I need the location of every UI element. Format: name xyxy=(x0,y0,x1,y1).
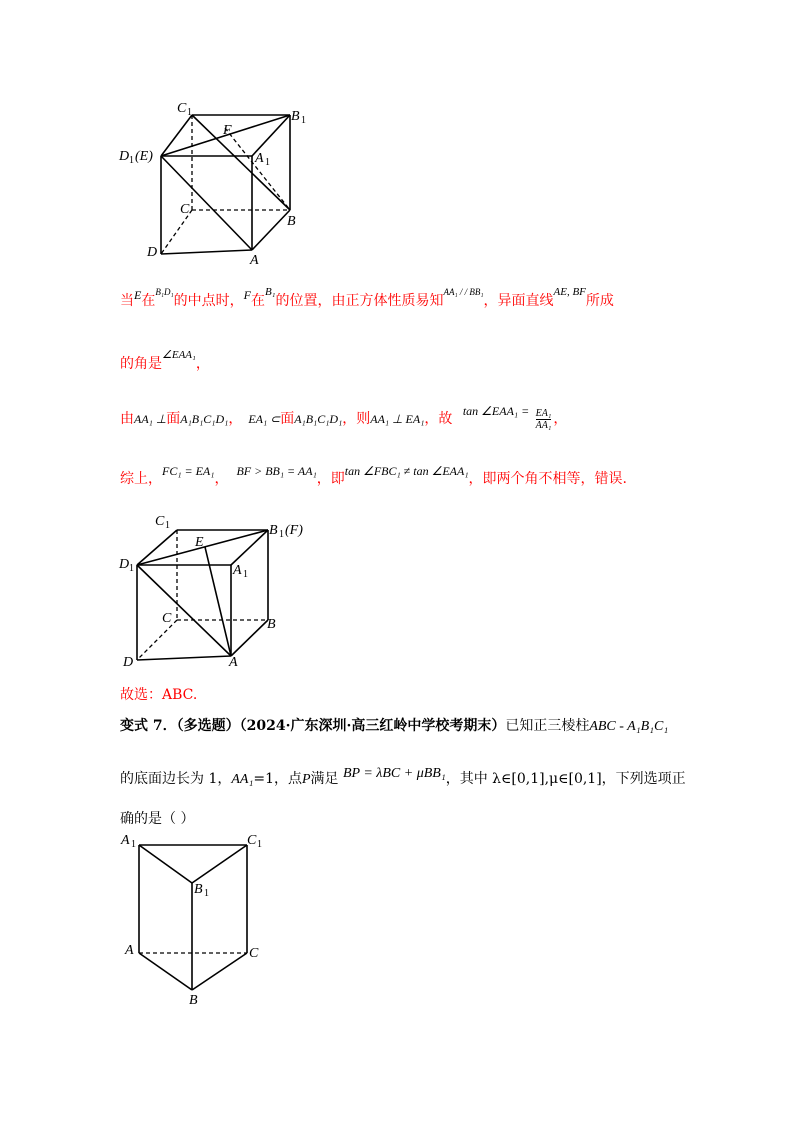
svg-text:1: 1 xyxy=(243,569,248,580)
solution-line-3: 由AA₁ ⊥面A₁B₁C₁D₁， EA₁ ⊂面A₁B₁C₁D₁，则AA₁ ⊥ EA₁，故 tan ∠EAA₁ = $\frac{\text{EA₁}}{\text{AA₁}}$ ， xyxy=(120,404,568,431)
svg-text:1: 1 xyxy=(301,115,306,126)
label-d1: D xyxy=(119,557,130,572)
solution-line-1: 当E在$^{B_1D_1}$的中点时，F在$^{B_1}$的位置，由正方体性质易知$^{AA_1 / / BB_1}$，异面直线$^{AE, BF}$所成 xyxy=(120,286,614,309)
label-d1e: D xyxy=(119,149,130,164)
label-b: B xyxy=(287,214,296,229)
svg-text:1: 1 xyxy=(129,563,134,574)
label-c1: C xyxy=(155,514,165,529)
svg-text:1: 1 xyxy=(165,520,170,531)
label-c: C xyxy=(162,611,172,626)
solution-line-4: 综上，FC₁ = EA₁， BF > BB₁ = AA₁，即tan ∠FBC₁ ≠ tan ∠EAA₁，即两个角不相等，错误. xyxy=(120,464,627,487)
svg-text:(F): (F) xyxy=(285,523,303,538)
svg-text:1: 1 xyxy=(187,107,192,118)
label-c: C xyxy=(180,202,190,217)
question-line-3: 确的是（ ） xyxy=(120,811,195,827)
label-c1: C xyxy=(177,101,187,116)
svg-text:1: 1 xyxy=(131,839,136,850)
label-d: D xyxy=(147,245,158,260)
question-line-2: 的底面边长为 1，AA₁=1，点P满足 BP = λBC + μBB₁，其中 λ∈[0,1],μ∈[0,1]，下列选项正 xyxy=(120,766,686,787)
svg-text:1: 1 xyxy=(279,529,284,540)
label-a1: A xyxy=(121,833,130,848)
svg-text:1: 1 xyxy=(129,155,134,166)
cube-figure-1 xyxy=(115,98,325,268)
label-f: F xyxy=(223,123,232,138)
label-a1: A xyxy=(255,151,264,166)
solution-line-2: 的角是$^{\angle EAA_1}$， xyxy=(120,349,210,372)
label-b1f: B xyxy=(269,523,278,538)
svg-text:1: 1 xyxy=(204,888,209,899)
label-b: B xyxy=(189,993,198,1008)
label-a: A xyxy=(125,943,134,958)
label-c1: C xyxy=(247,833,257,848)
label-e: E xyxy=(195,535,204,550)
label-a1: A xyxy=(233,563,242,578)
svg-text:(E): (E) xyxy=(135,149,153,164)
cube-figure-2 xyxy=(115,510,325,670)
label-a: A xyxy=(250,253,259,268)
label-d: D xyxy=(123,655,134,670)
label-b: B xyxy=(267,617,276,632)
label-b1: B xyxy=(291,109,300,124)
label-a: A xyxy=(229,655,238,670)
label-c: C xyxy=(249,946,259,961)
svg-text:1: 1 xyxy=(265,157,270,168)
svg-text:1: 1 xyxy=(257,839,262,850)
question-line-1: 变式 7．（多选题）（2024·广东深圳·高三红岭中学校考期末）已知正三棱柱ABC - A₁B₁C₁ xyxy=(120,718,669,734)
label-b1: B xyxy=(194,882,203,897)
prism-figure xyxy=(115,830,275,1010)
answer-line: 故选：ABC. xyxy=(120,687,198,703)
